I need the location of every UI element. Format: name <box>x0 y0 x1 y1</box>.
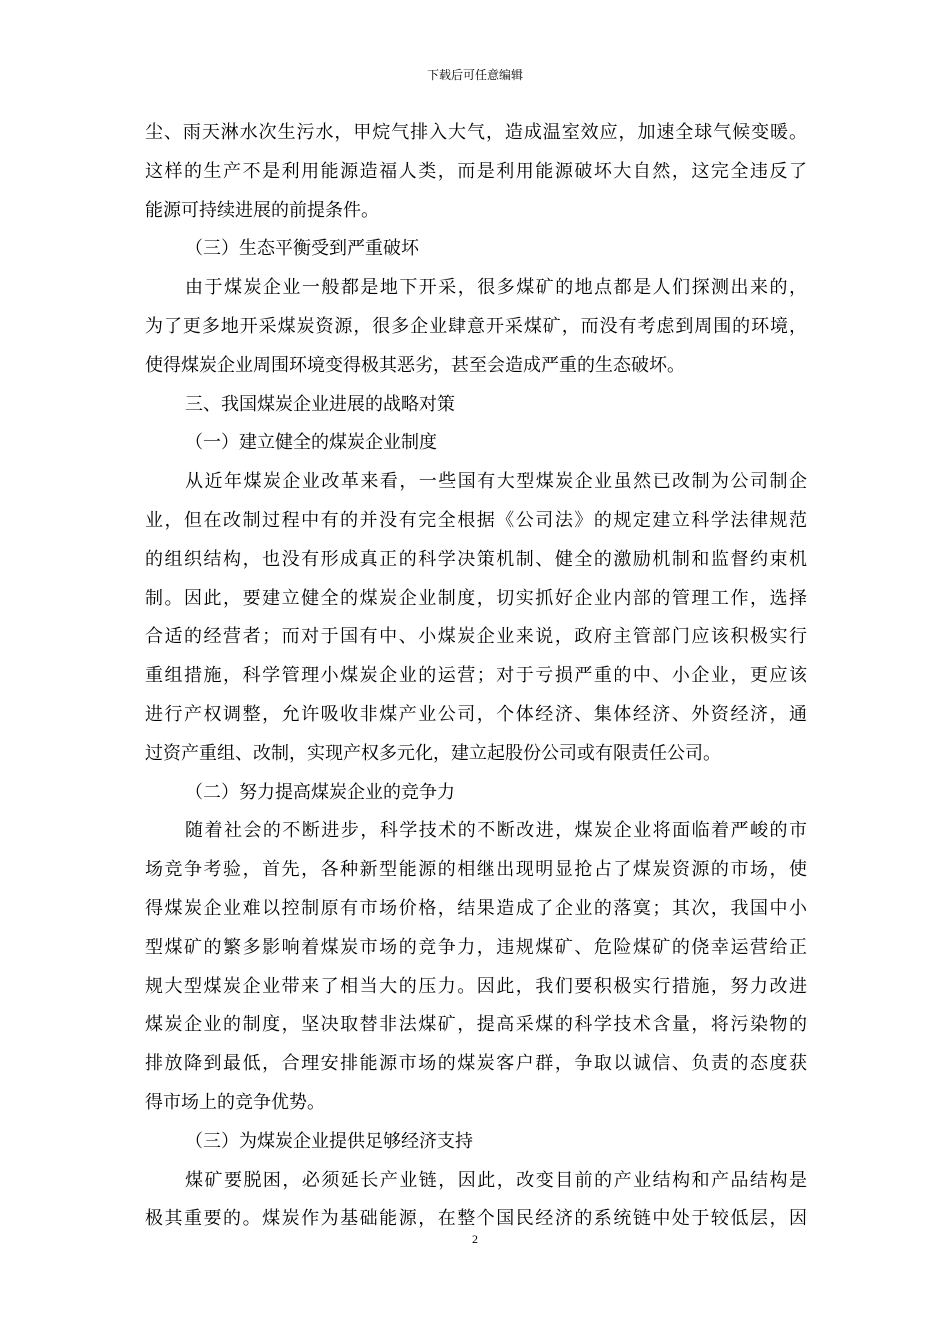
text-line: 由于煤炭企业一般都是地下开采，很多煤矿的地点都是人们探测出来的， <box>185 277 807 299</box>
text-line: 得煤炭企业难以控制原有市场价格，结果造成了企业的落寞；其次，我国中小 <box>145 897 807 919</box>
text-line: 极其重要的。煤炭作为基础能源，在整个国民经济的系统链中处于较低层，因 <box>145 1208 807 1230</box>
text-line: 排放降到最低，合理安排能源市场的煤炭客户群，争取以诚信、负责的态度获 <box>145 1053 807 1075</box>
text-line: 煤矿要脱困，必须延长产业链，因此，改变目前的产业结构和产品结构是 <box>185 1169 807 1191</box>
text-line: 为了更多地开采煤炭资源，很多企业肆意开采煤矿，而没有考虑到周围的环境， <box>145 315 807 337</box>
text-line: 型煤矿的繁多影响着煤炭市场的竞争力，违规煤矿、危险煤矿的侥幸运营给正 <box>145 936 807 958</box>
document-body <box>145 114 807 1239</box>
text-line: 规大型煤炭企业带来了相当大的压力。因此，我们要积极实行措施，努力改进 <box>145 975 807 997</box>
text-line: 得市场上的竞争优势。 <box>145 1091 325 1113</box>
text-line: 煤炭企业的制度，坚决取替非法煤矿，提高采煤的科学技术含量，将污染物的 <box>145 1014 807 1036</box>
text-line: 重组措施，科学管理小煤炭企业的运营；对于亏损严重的中、小企业，更应该 <box>145 665 807 687</box>
text-line: 的组织结构，也没有形成真正的科学决策机制、健全的激励机制和监督约束机 <box>145 548 807 570</box>
text-line: 使得煤炭企业周围环境变得极其恶劣，甚至会造成严重的生态破坏。 <box>145 354 685 376</box>
text-line: 合适的经营者；而对于国有中、小煤炭企业来说，政府主管部门应该积极实行 <box>145 626 807 648</box>
text-line: 制。因此，要建立健全的煤炭企业制度，切实抓好企业内部的管理工作，选择 <box>145 587 807 609</box>
text-line: 过资产重组、改制，实现产权多元化，建立起股份公司或有限责任公司。 <box>145 742 721 764</box>
page-number: 2 <box>472 1232 478 1246</box>
text-line: 这样的生产不是利用能源造福人类，而是利用能源破坏大自然，这完全违反了 <box>145 160 807 182</box>
text-line: 尘、雨天淋水次生污水，甲烷气排入大气，造成温室效应，加速全球气候变暖。 <box>145 122 807 143</box>
text-line: 能源可持续进展的前提条件。 <box>145 199 379 221</box>
text-line: 场竞争考验，首先，各种新型能源的相继出现明显抢占了煤炭资源的市场，使 <box>145 859 807 881</box>
section-heading: 三、我国煤炭企业进展的战略对策 <box>185 393 455 415</box>
page-header: 下载后可任意编辑 <box>426 68 523 82</box>
text-line: 进行产权调整，允许吸收非煤产业公司，个体经济、集体经济、外资经济，通 <box>145 703 807 725</box>
text-line: 从近年煤炭企业改革来看，一些国有大型煤炭企业虽然已改制为公司制企 <box>185 471 807 493</box>
section-heading: （二）努力提高煤炭企业的竞争力 <box>185 781 455 803</box>
section-heading: （一）建立健全的煤炭企业制度 <box>185 432 437 454</box>
section-heading: （三）为煤炭企业提供足够经济支持 <box>185 1130 473 1152</box>
section-heading: （三）生态平衡受到严重破坏 <box>185 238 419 260</box>
text-line: 业，但在改制过程中有的并没有完全根据《公司法》的规定建立科学法律规范 <box>145 509 807 531</box>
text-line: 随着社会的不断进步，科学技术的不断改进，煤炭企业将面临着严峻的市 <box>185 820 807 842</box>
